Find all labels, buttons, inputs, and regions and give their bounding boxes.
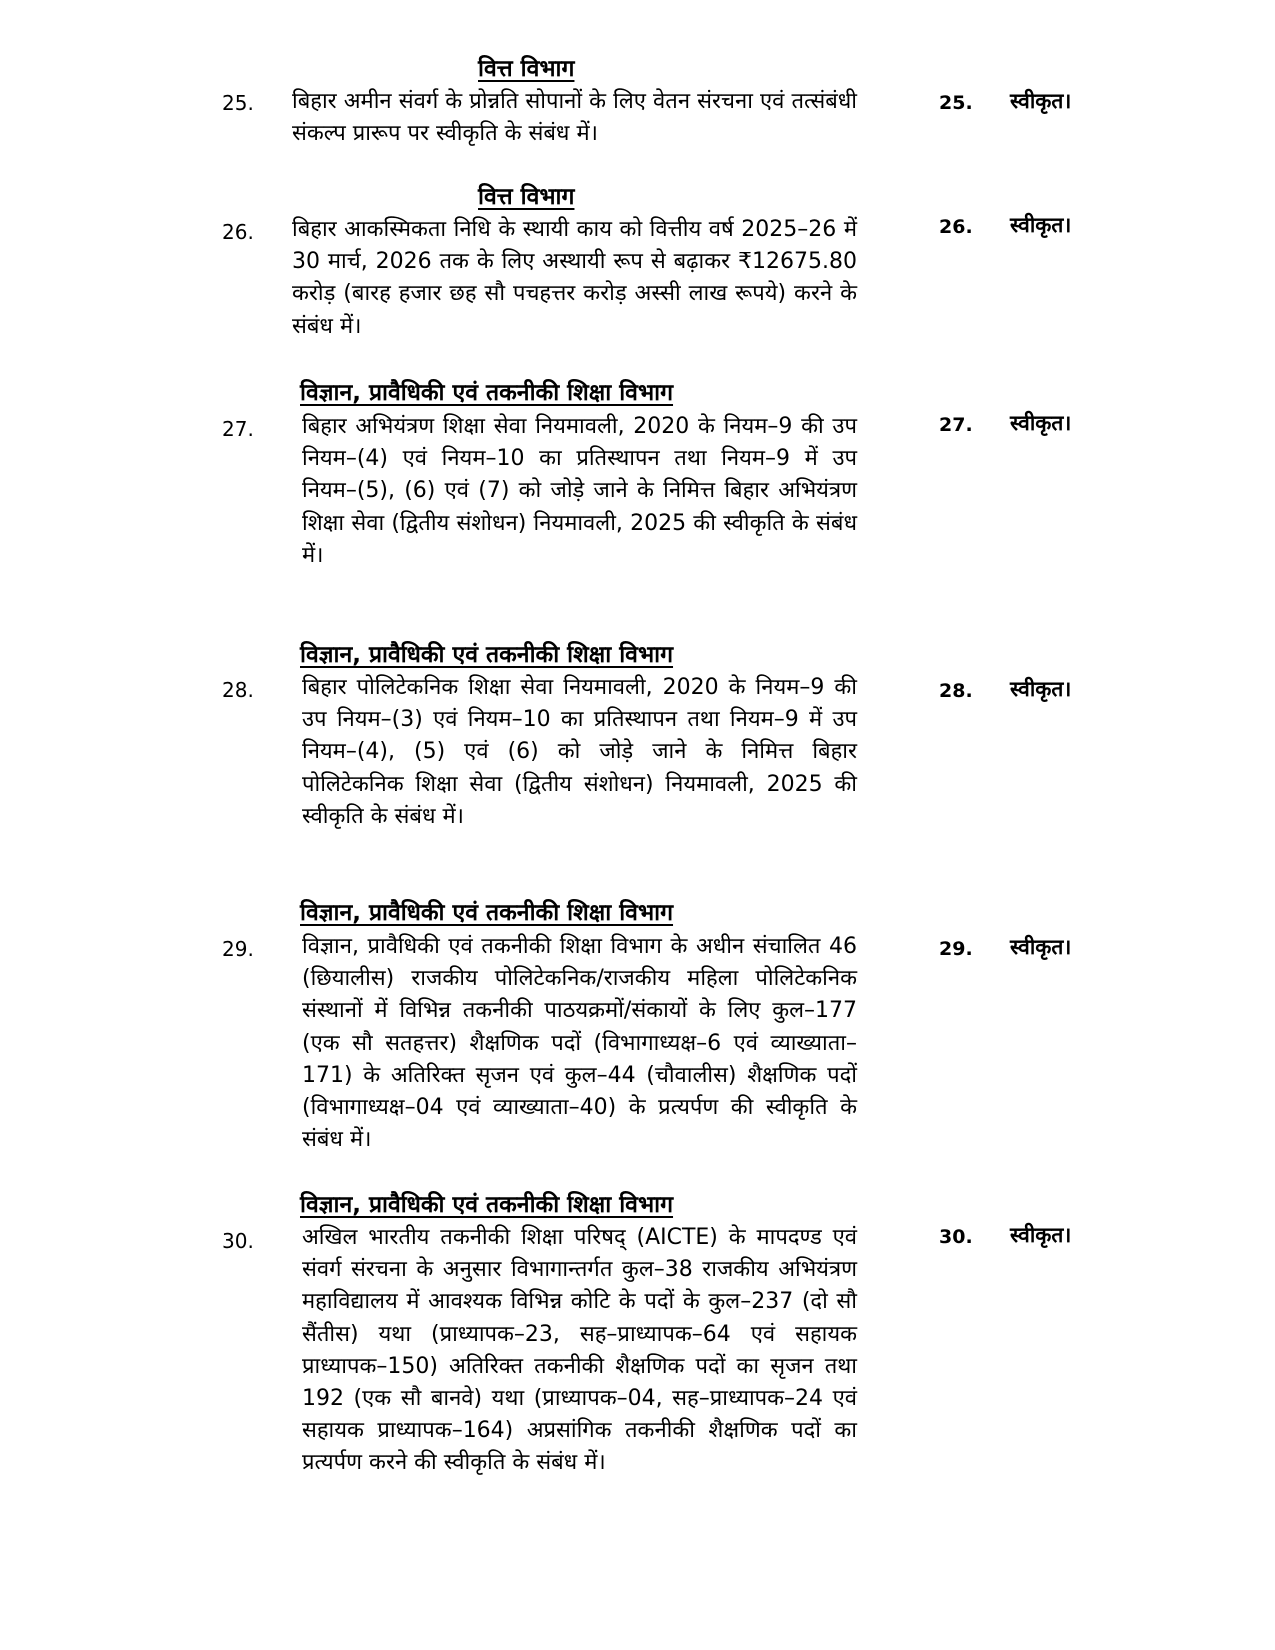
department-heading: वित्त विभाग	[478, 56, 575, 82]
item-number: 28.	[222, 678, 254, 702]
item-number: 25.	[222, 91, 254, 115]
result-number: 27.	[939, 414, 973, 436]
department-heading: विज्ञान, प्रावैधिकी एवं तकनीकी शिक्षा विभाग	[300, 642, 674, 668]
item-text: बिहार अभियंत्रण शिक्षा सेवा नियमावली, 2020 के नियम–9 की उप नियम–(4) एवं नियम–10 का प्रतिस्थापन तथा नियम–9 में उप नियम–(5), (6) एवं (7) को जोड़े जाने के निमित्त बिहार अभियंत्रण शिक्षा सेवा (द्वितीय संशोधन) नियमावली, 2025 की स्वीकृति के संबंध में।	[302, 414, 857, 568]
result-status: स्वीकृत।	[1010, 677, 1072, 701]
item-text: बिहार पोलिटेकनिक शिक्षा सेवा नियमावली, 2020 के नियम–9 की उप नियम–(3) एवं नियम–10 का प्रतिस्थापन तथा नियम–9 में उप नियम–(4), (5) एवं (6) को जोड़े जाने के निमित्त बिहार पोलिटेकनिक शिक्षा सेवा (द्वितीय संशोधन) नियमावली, 2025 की स्वीकृति के संबंध में।	[302, 675, 857, 829]
item-text: अखिल भारतीय तकनीकी शिक्षा परिषद् (AICTE) के मापदण्ड एवं संवर्ग संरचना के अनुसार विभागान्तर्गत कुल–38 राजकीय अभियंत्रण महाविद्यालय में आवश्यक विभिन्न कोटि के पदों के कुल–237 (दो सौ सैंतीस) यथा (प्राध्यापक–23, सह–प्राध्यापक–64 एवं सहायक प्राध्यापक–150) अतिरिक्त तकनीकी शैक्षणिक पदों का सृजन तथा 192 (एक सौ बानवे) यथा (प्राध्यापक–04, सह–प्राध्यापक–24 एवं सहायक प्राध्यापक–164) अप्रसांगिक तकनीकी शैक्षणिक पदों का प्रत्यर्पण करने की स्वीकृति के संबंध में।	[302, 1225, 857, 1476]
result-status: स्वीकृत।	[1010, 935, 1072, 959]
result-number: 28.	[939, 680, 973, 702]
department-heading: वित्त विभाग	[478, 184, 575, 210]
result-number: 26.	[939, 216, 973, 238]
item-number: 27.	[222, 417, 254, 441]
result-status: स्वीकृत।	[1010, 1223, 1072, 1247]
item-text: बिहार आकस्मिकता निधि के स्थायी काय को वित्तीय वर्ष 2025–26 में 30 मार्च, 2026 तक के लिए अस्थायी रूप से बढ़ाकर ₹12675.80 करोड़ (बारह हजार छह सौ पचहत्तर करोड़ अस्सी लाख रूपये) करने के संबंध में।	[292, 217, 857, 339]
item-number: 26.	[222, 220, 254, 244]
result-number: 25.	[939, 92, 973, 114]
department-heading: विज्ञान, प्रावैधिकी एवं तकनीकी शिक्षा विभाग	[300, 380, 674, 406]
item-number: 30.	[222, 1229, 254, 1253]
result-status: स्वीकृत।	[1010, 213, 1072, 237]
result-status: स्वीकृत।	[1010, 411, 1072, 435]
item-text: विज्ञान, प्रावैधिकी एवं तकनीकी शिक्षा विभाग के अधीन संचालित 46 (छियालीस) राजकीय पोलिटेकनिक/राजकीय महिला पोलिटेकनिक संस्थानों में विभिन्न तकनीकी पाठयक्रमों/संकायों के लिए कुल–177 (एक सौ सतहत्तर) शैक्षणिक पदों (विभागाध्यक्ष–6 एवं व्याख्याता–171) के अतिरिक्त सृजन एवं कुल–44 (चौवालीस) शैक्षणिक पदों (विभागाध्यक्ष–04 एवं व्याख्याता–40) के प्रत्यर्पण की स्वीकृति के संबंध में।	[302, 934, 857, 1153]
item-number: 29.	[222, 937, 254, 961]
department-heading: विज्ञान, प्रावैधिकी एवं तकनीकी शिक्षा विभाग	[300, 1192, 674, 1218]
result-status: स्वीकृत।	[1010, 89, 1072, 113]
result-number: 29.	[939, 938, 973, 960]
result-number: 30.	[939, 1226, 973, 1248]
item-text: बिहार अमीन संवर्ग के प्रोन्नति सोपानों के लिए वेतन संरचना एवं तत्संबंधी संकल्प प्रारूप पर स्वीकृति के संबंध में।	[292, 89, 857, 147]
department-heading: विज्ञान, प्रावैधिकी एवं तकनीकी शिक्षा विभाग	[300, 900, 674, 926]
